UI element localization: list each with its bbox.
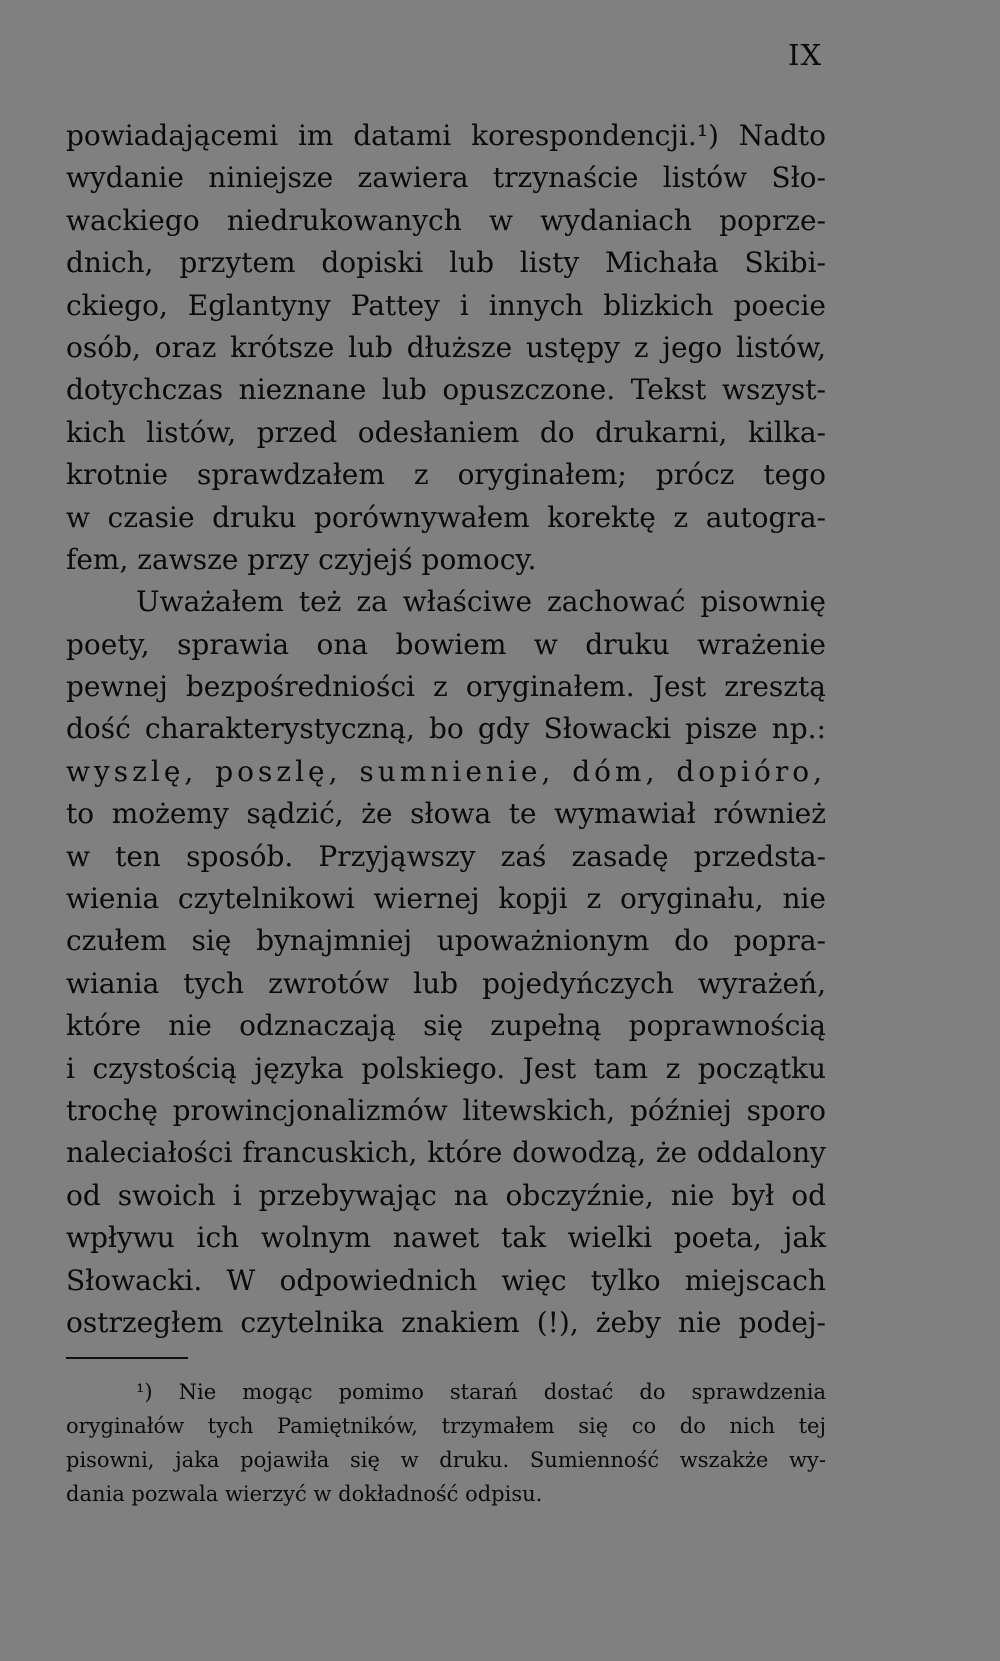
body-text (66, 115, 826, 1344)
text-line: fem, zawsze przy czyjejś pomocy. (66, 542, 537, 576)
text-line: Słowacki. W odpowiednich więc tylko miejscach (66, 1263, 826, 1297)
paragraph-start-line: Uważałem też za właściwe zachować pisownię (136, 585, 826, 619)
text-line: pewnej bezpośredniości z oryginałem. Jest zresztą (66, 670, 826, 704)
footnote-line: dania pozwala wierzyć w dokładność odpisu. (66, 1482, 543, 1506)
footnote-line: ¹) Nie mogąc pomimo starań dostać do sprawdzenia (136, 1380, 826, 1404)
text-line: trochę prowincjonalizmów litewskich, później sporo (66, 1093, 826, 1127)
footnote-line: pisowni, jaka pojawiła się w druku. Sumienność wszakże wy- (66, 1448, 826, 1472)
text-line: poety, sprawia ona bowiem w druku wrażenie (66, 627, 826, 661)
text-line: wienia czytelnikowi wiernej kopji z oryginału, nie (66, 882, 826, 916)
text-line: to możemy sądzić, że słowa te wymawiał również (66, 797, 826, 831)
text-line: od swoich i przebywając na obczyźnie, nie był od (66, 1178, 826, 1212)
text-line: i czystością języka polskiego. Jest tam z początku (66, 1051, 826, 1085)
text-line: czułem się bynajmniej upoważnionym do popra- (66, 924, 826, 958)
text-line: naleciałości francuskich, które dowodzą, że oddalony (66, 1136, 826, 1170)
text-line: dotychczas nieznane lub opuszczone. Tekst wszyst- (66, 373, 826, 407)
text-line: powiadającemi im datami korespondencji.¹) Nadto (66, 119, 826, 152)
text-line: w ten sposób. Przyjąwszy zaś zasadę przedsta- (66, 839, 826, 873)
spaced-words-line: wyszlę, poszlę, sumnienie, dóm, dopióro, (66, 754, 826, 788)
text-line: wackiego niedrukowanych w wydaniach poprze- (66, 203, 826, 237)
footnote (66, 1375, 826, 1511)
text-line: wydanie niniejsze zawiera trzynaście listów Sło- (66, 161, 826, 195)
text-line: ostrzegłem czytelnika znakiem (!), żeby nie podej- (66, 1305, 826, 1339)
text-line: w czasie druku porównywałem korektę z autogra- (66, 500, 826, 534)
text-line: wiania tych zwrotów lub pojedyńczych wyrażeń, (66, 966, 826, 1000)
text-line: krotnie sprawdzałem z oryginałem; prócz tego (66, 458, 826, 492)
text-line: dnich, przytem dopiski lub listy Michała Skibi- (66, 246, 826, 280)
text-line: osób, oraz krótsze lub dłuższe ustępy z jego listów, (66, 330, 826, 364)
text-line: które nie odznaczają się zupełną poprawnością (66, 1009, 826, 1043)
footnote-separator (66, 1357, 188, 1359)
text-line: wpływu ich wolnym nawet tak wielki poeta, jak (66, 1221, 826, 1255)
text-line: ckiego, Eglantyny Pattey i innych blizkich poecie (66, 288, 826, 322)
page-number: IX (788, 38, 823, 72)
text-line: dość charakterystyczną, bo gdy Słowacki pisze np.: (66, 712, 826, 746)
footnote-line: oryginałów tych Pamiętników, trzymałem się co do nich tej (66, 1414, 826, 1438)
text-line: kich listów, przed odesłaniem do drukarni, kilka- (66, 415, 826, 449)
